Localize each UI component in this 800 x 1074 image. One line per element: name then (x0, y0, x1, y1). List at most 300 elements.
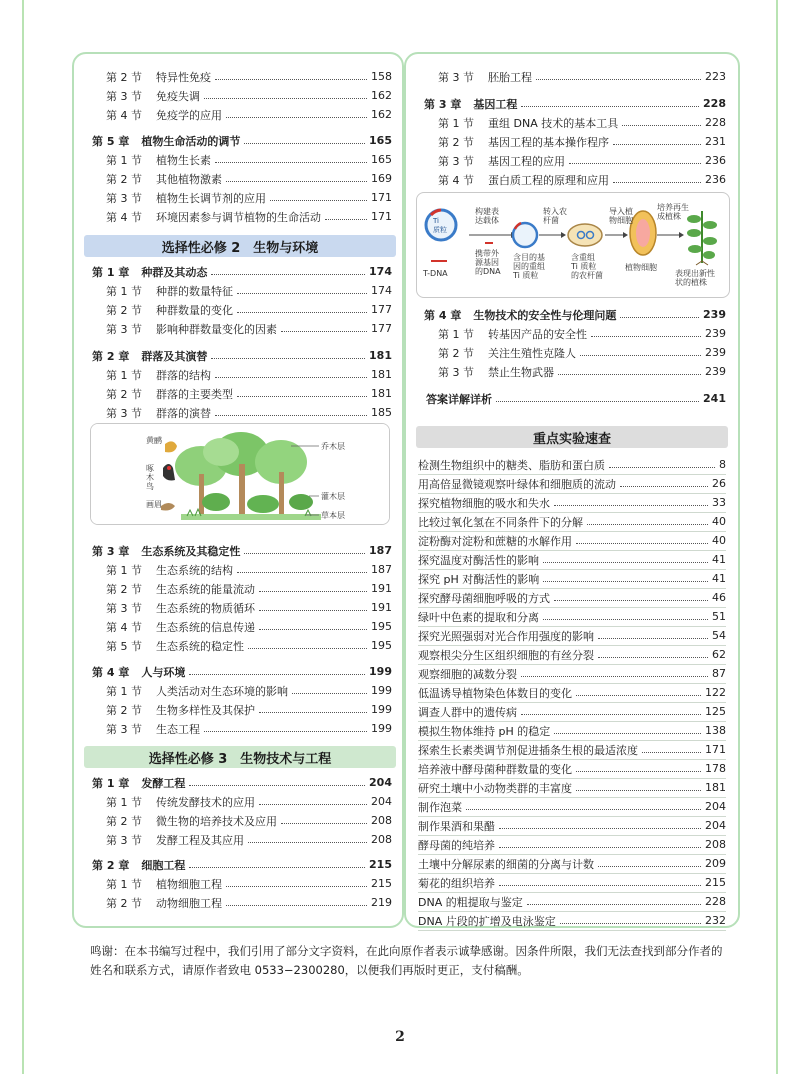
dot-leader (598, 866, 701, 867)
toc-page-number: 165 (371, 153, 392, 166)
dot-leader (215, 79, 367, 80)
experiment-entry[interactable] (418, 455, 726, 475)
experiment-entry[interactable] (418, 797, 726, 817)
toc-section-entry[interactable] (84, 700, 392, 719)
section-banner: 选择性必修 3 生物技术与工程 (84, 746, 396, 768)
toc-section-entry[interactable] (84, 105, 392, 124)
experiment-page-number: 41 (712, 572, 726, 585)
toc-number: 第 3 节 (106, 191, 142, 205)
dot-leader (576, 543, 708, 544)
dot-leader (204, 731, 367, 732)
toc-chapter-entry[interactable] (84, 346, 392, 365)
experiment-entry[interactable] (418, 816, 726, 836)
toc-title: 转基因产品的安全性 (488, 327, 587, 341)
toc-title: 基因工程的应用 (488, 154, 565, 168)
dot-leader (244, 553, 365, 554)
toc-chapter-entry[interactable] (416, 94, 726, 113)
toc-page-number: 191 (371, 601, 392, 614)
layer-label-herb: 草本层 (321, 511, 345, 520)
toc-title: 群落及其演替 (141, 349, 208, 363)
toc-page-number: 195 (371, 620, 392, 633)
toc-section-entry[interactable] (84, 719, 392, 738)
dot-leader (554, 600, 708, 601)
experiment-page-number: 8 (719, 458, 726, 471)
dot-leader (259, 629, 367, 630)
experiment-title: DNA 片段的扩增及电泳鉴定 (418, 914, 556, 928)
toc-page-number: 231 (705, 135, 726, 148)
toc-page-number: 174 (371, 284, 392, 297)
toc-number: 第 3 节 (438, 70, 474, 84)
toc-title: 免疫学的应用 (156, 108, 222, 122)
gene-engineering-figure (416, 192, 730, 298)
label-step4: 培养再生 成植株 (657, 203, 689, 221)
toc-section-entry[interactable] (416, 67, 726, 86)
toc-page-number: 215 (371, 877, 392, 890)
toc-section-entry[interactable] (84, 188, 392, 207)
toc-title: 传统发酵技术的应用 (156, 795, 255, 809)
left-toc-column (72, 52, 404, 928)
toc-number: 第 2 章 (92, 858, 130, 872)
experiment-page-number: 40 (712, 515, 726, 528)
toc-page-number: 236 (705, 154, 726, 167)
label-agrobacterium: 含重组 Ti 质粒 的农杆菌 (571, 253, 603, 280)
toc-number: 第 3 节 (106, 406, 142, 420)
experiment-title: 检测生物组织中的糖类、脂肪和蛋白质 (418, 458, 605, 472)
page-edge-rule-left (22, 0, 24, 1074)
toc-number: 第 1 节 (106, 368, 142, 382)
dot-leader (226, 886, 367, 887)
toc-chapter-entry[interactable] (84, 855, 392, 874)
toc-section-entry[interactable] (84, 169, 392, 188)
toc-section-entry[interactable] (84, 598, 392, 617)
dot-leader (558, 374, 701, 375)
dot-leader (613, 144, 701, 145)
dot-leader (527, 904, 701, 905)
toc-title: 细胞工程 (141, 858, 186, 872)
toc-page-number: 239 (705, 346, 726, 359)
dot-leader (591, 336, 701, 337)
toc-number: 第 3 节 (106, 89, 142, 103)
dot-leader (466, 809, 701, 810)
toc-number: 第 2 节 (106, 896, 142, 910)
toc-number: 第 4 节 (106, 210, 142, 224)
dot-leader (244, 143, 365, 144)
dot-leader (237, 396, 367, 397)
dot-leader (259, 804, 367, 805)
label-step2: 转入农 杆菌 (543, 207, 567, 225)
toc-page-number: 239 (703, 308, 726, 321)
toc-number: 第 1 节 (438, 116, 474, 130)
toc-number: 第 1 章 (92, 776, 130, 790)
experiment-page-number: 138 (705, 724, 726, 737)
toc-title: 人类活动对生态环境的影响 (156, 684, 288, 698)
label-step1: 构建表 达载体 (475, 207, 499, 225)
toc-section-entry[interactable] (84, 811, 392, 830)
toc-title: 基因工程 (473, 97, 518, 111)
experiment-title: 探究温度对酶活性的影响 (418, 553, 539, 567)
toc-number: 第 3 章 (424, 97, 462, 111)
toc-chapter-entry[interactable] (84, 131, 392, 150)
dot-leader (189, 674, 365, 675)
toc-page-number: 204 (369, 776, 392, 789)
toc-title: 重组 DNA 技术的基本工具 (488, 116, 619, 130)
dot-leader (270, 200, 367, 201)
toc-section-entry[interactable] (84, 365, 392, 384)
toc-number: 第 2 节 (106, 70, 142, 84)
dot-leader (292, 693, 367, 694)
experiment-entry[interactable] (418, 892, 726, 912)
dot-leader (622, 125, 701, 126)
dot-leader (613, 182, 701, 183)
experiment-entry[interactable] (418, 664, 726, 684)
toc-number: 第 1 节 (106, 795, 142, 809)
dot-leader (499, 847, 701, 848)
toc-section-entry[interactable] (84, 636, 392, 655)
toc-title: 人与环境 (141, 665, 186, 679)
dot-leader (226, 181, 367, 182)
dot-leader (521, 676, 708, 677)
toc-page-number: 165 (369, 134, 392, 147)
toc-number: 第 1 章 (92, 265, 130, 279)
toc-chapter-entry[interactable] (84, 773, 392, 792)
toc-number: 第 1 节 (438, 327, 474, 341)
experiment-entry[interactable] (418, 911, 726, 931)
dot-leader (543, 581, 708, 582)
toc-page-number: 181 (371, 368, 392, 381)
dot-leader (499, 885, 701, 886)
dot-leader (496, 401, 699, 402)
dot-leader (215, 162, 367, 163)
experiment-entry[interactable] (418, 740, 726, 760)
dot-leader (226, 905, 367, 906)
experiment-title: DNA 的粗提取与鉴定 (418, 895, 523, 909)
toc-page-number: 171 (371, 210, 392, 223)
toc-title: 生态系统的物质循环 (156, 601, 255, 615)
experiment-title: 酵母菌的纯培养 (418, 838, 495, 852)
forest-illustration (91, 424, 389, 524)
toc-section-entry[interactable] (84, 67, 392, 86)
toc-title: 蛋白质工程的原理和应用 (488, 173, 609, 187)
toc-title: 群落的结构 (156, 368, 211, 382)
toc-section-entry[interactable] (84, 792, 392, 811)
toc-title: 生态系统的信息传递 (156, 620, 255, 634)
experiment-title: 探究光照强弱对光合作用强度的影响 (418, 629, 594, 643)
toc-page-number: 177 (371, 322, 392, 335)
dot-leader (281, 331, 367, 332)
toc-page-number: 199 (371, 703, 392, 716)
toc-title: 生物多样性及其保护 (156, 703, 255, 717)
experiment-page-number: 87 (712, 667, 726, 680)
dot-leader (642, 752, 701, 753)
experiment-page-number: 209 (705, 857, 726, 870)
toc-page-number: 191 (371, 582, 392, 595)
toc-chapter-entry[interactable] (416, 305, 726, 324)
toc-number: 第 5 章 (92, 134, 130, 148)
toc-number: 第 4 节 (106, 108, 142, 122)
toc-page-number: 208 (371, 833, 392, 846)
toc-page-number: 241 (703, 392, 726, 405)
label-foreign-dna: 携带外 源基因 的DNA (475, 249, 501, 276)
experiment-entry[interactable] (418, 531, 726, 551)
toc-page-number: 181 (369, 349, 392, 362)
experiment-page-number: 122 (705, 686, 726, 699)
toc-section-entry[interactable] (84, 579, 392, 598)
toc-title: 群落的演替 (156, 406, 211, 420)
experiment-page-number: 125 (705, 705, 726, 718)
experiment-entry[interactable] (418, 626, 726, 646)
dot-leader (609, 467, 715, 468)
dot-leader (554, 733, 701, 734)
toc-number: 第 5 节 (106, 639, 142, 653)
toc-number: 第 3 节 (438, 154, 474, 168)
dot-leader (598, 638, 708, 639)
toc-title: 植物生长素 (156, 153, 211, 167)
experiment-title: 制作泡菜 (418, 800, 462, 814)
forest-stratification-figure (90, 423, 390, 525)
experiment-title: 用高倍显微镜观察叶绿体和细胞质的流动 (418, 477, 616, 491)
dot-leader (248, 648, 367, 649)
experiment-entry[interactable] (418, 588, 726, 608)
toc-section-entry[interactable] (416, 170, 726, 189)
toc-section-entry[interactable] (84, 893, 392, 912)
dot-leader (576, 790, 701, 791)
dot-leader (598, 657, 708, 658)
dot-leader (576, 695, 701, 696)
toc-number: 第 2 节 (106, 582, 142, 596)
toc-section-entry[interactable] (84, 384, 392, 403)
toc-title: 生态系统的结构 (156, 563, 233, 577)
toc-section-entry[interactable] (416, 343, 726, 362)
toc-page-number: 162 (371, 108, 392, 121)
dot-leader (569, 163, 701, 164)
toc-number: 第 3 节 (106, 722, 142, 736)
toc-page-number: 199 (371, 722, 392, 735)
dot-leader (543, 562, 708, 563)
toc-section-entry[interactable] (84, 681, 392, 700)
toc-title: 种群及其动态 (141, 265, 208, 279)
toc-page-number: 174 (369, 265, 392, 278)
dot-leader (211, 358, 365, 359)
experiment-entry[interactable] (418, 550, 726, 570)
toc-section-entry[interactable] (84, 560, 392, 579)
label-ti-plasmid: Ti 质粒 (433, 217, 447, 234)
toc-number: 第 3 节 (106, 322, 142, 336)
dot-leader (211, 274, 365, 275)
experiment-title: 探究植物细胞的吸水和失水 (418, 496, 550, 510)
experiment-page-number: 178 (705, 762, 726, 775)
experiment-page-number: 171 (705, 743, 726, 756)
label-step3: 导入植 物细胞 (609, 207, 633, 225)
toc-page-number: 187 (369, 544, 392, 557)
toc-section-entry[interactable] (84, 300, 392, 319)
label-recomb-plasmid: 含目的基 因的重组 Ti 质粒 (513, 253, 545, 280)
experiment-entry[interactable] (418, 683, 726, 703)
experiment-title: 调查人群中的遗传病 (418, 705, 517, 719)
right-toc-column (404, 52, 740, 928)
experiment-page-number: 46 (712, 591, 726, 604)
toc-number: 第 1 节 (106, 877, 142, 891)
toc-chapter-entry[interactable] (84, 541, 392, 560)
toc-title: 基因工程的基本操作程序 (488, 135, 609, 149)
toc-page-number: 239 (705, 365, 726, 378)
experiment-title: 制作果酒和果醋 (418, 819, 495, 833)
toc-section-entry[interactable] (84, 207, 392, 226)
toc-number: 第 2 节 (438, 135, 474, 149)
dot-leader (521, 106, 699, 107)
toc-title: 种群数量的变化 (156, 303, 233, 317)
experiment-entry[interactable] (418, 493, 726, 513)
dot-leader (499, 828, 701, 829)
toc-page-number: 204 (371, 795, 392, 808)
dot-leader (189, 867, 365, 868)
dot-leader (189, 785, 365, 786)
toc-section-entry[interactable] (416, 362, 726, 381)
toc-number: 第 1 节 (106, 284, 142, 298)
experiment-title: 绿叶中色素的提取和分离 (418, 610, 539, 624)
toc-number: 第 3 节 (106, 601, 142, 615)
toc-page-number: 223 (705, 70, 726, 83)
toc-number: 第 2 节 (106, 303, 142, 317)
toc-chapter-entry[interactable] (84, 662, 392, 681)
toc-section-entry[interactable] (84, 617, 392, 636)
experiment-page-number: 40 (712, 534, 726, 547)
toc-section-entry[interactable] (416, 324, 726, 343)
toc-number: 第 3 章 (92, 544, 130, 558)
experiment-entry[interactable] (418, 854, 726, 874)
toc-section-entry[interactable] (84, 86, 392, 105)
toc-page-number: 199 (369, 665, 392, 678)
toc-page-number: 177 (371, 303, 392, 316)
toc-number: 第 4 章 (92, 665, 130, 679)
experiment-page-number: 26 (712, 477, 726, 490)
toc-title: 生态系统的能量流动 (156, 582, 255, 596)
toc-section-entry[interactable] (84, 874, 392, 893)
section-banner: 选择性必修 2 生物与环境 (84, 235, 396, 257)
toc-page-number: 219 (371, 896, 392, 909)
experiment-entry[interactable] (418, 835, 726, 855)
toc-number: 第 4 节 (438, 173, 474, 187)
toc-page-number: 169 (371, 172, 392, 185)
experiment-title: 比较过氧化氢在不同条件下的分解 (418, 515, 583, 529)
experiment-entry[interactable] (418, 721, 726, 741)
layer-label-tree: 乔木层 (321, 442, 345, 451)
toc-section-entry[interactable] (84, 319, 392, 338)
dot-leader (554, 505, 708, 506)
toc-number: 第 3 节 (438, 365, 474, 379)
experiment-entry[interactable] (418, 702, 726, 722)
bird-label-oriole: 黄鹂 (146, 436, 162, 445)
toc-page-number: 162 (371, 89, 392, 102)
experiment-page-number: 228 (705, 895, 726, 908)
toc-section-entry[interactable] (84, 281, 392, 300)
experiment-entry[interactable] (418, 474, 726, 494)
toc-section-entry[interactable] (416, 132, 726, 151)
toc-number: 第 2 节 (106, 172, 142, 186)
toc-section-entry[interactable] (84, 830, 392, 849)
toc-number: 第 1 节 (106, 684, 142, 698)
experiment-page-number: 181 (705, 781, 726, 794)
dot-leader (560, 923, 701, 924)
toc-title: 免疫失调 (156, 89, 200, 103)
acknowledgement-text: 鸣谢：在本书编写过程中，我们引用了部分文字资料，在此向原作者表示诚挚感谢。因条件所限，我们无法查找到部分作者的姓名和联系方式，请原作者致电 0533−2300280，以便我们再版时更正，支付稿酬。 (90, 944, 723, 977)
toc-title: 生态工程 (156, 722, 200, 736)
dot-leader (237, 293, 367, 294)
dot-leader (325, 219, 367, 220)
page-edge-rule-right (776, 0, 778, 1074)
dot-leader (215, 415, 367, 416)
dot-leader (580, 355, 701, 356)
dot-leader (248, 842, 367, 843)
experiment-title: 观察细胞的减数分裂 (418, 667, 517, 681)
toc-number: 第 1 节 (106, 153, 142, 167)
toc-page-number: 208 (371, 814, 392, 827)
experiment-entry[interactable] (418, 569, 726, 589)
toc-title: 特异性免疫 (156, 70, 211, 84)
experiment-title: 探索生长素类调节剂促进插条生根的最适浓度 (418, 743, 638, 757)
toc-title: 动物细胞工程 (156, 896, 222, 910)
experiment-entry[interactable] (418, 607, 726, 627)
experiment-page-number: 62 (712, 648, 726, 661)
toc-title: 答案详解详析 (426, 392, 492, 406)
toc-section-entry[interactable] (416, 113, 726, 132)
toc-section-entry[interactable] (84, 150, 392, 169)
toc-chapter-entry[interactable] (84, 262, 392, 281)
experiment-entry[interactable] (418, 778, 726, 798)
toc-number: 第 4 节 (106, 620, 142, 634)
bird-label-woodpecker: 啄木鸟 (146, 464, 154, 491)
toc-page-number: 158 (371, 70, 392, 83)
experiment-entry[interactable] (418, 645, 726, 665)
experiment-page-number: 41 (712, 553, 726, 566)
toc-title: 禁止生物武器 (488, 365, 554, 379)
toc-page-number: 199 (371, 684, 392, 697)
toc-title: 微生物的培养技术及应用 (156, 814, 277, 828)
experiment-title: 菊花的组织培养 (418, 876, 495, 890)
toc-page-number: 185 (371, 406, 392, 419)
dot-leader (281, 823, 367, 824)
experiment-title: 观察根尖分生区组织细胞的有丝分裂 (418, 648, 594, 662)
dot-leader (237, 572, 367, 573)
bird-label-thrush: 画眉 (146, 500, 162, 509)
experiment-entry[interactable] (418, 512, 726, 532)
dot-leader (576, 771, 701, 772)
experiment-page-number: 51 (712, 610, 726, 623)
dot-leader (587, 524, 708, 525)
experiment-title: 土壤中分解尿素的细菌的分离与计数 (418, 857, 594, 871)
toc-title: 发酵工程 (141, 776, 186, 790)
toc-section-entry[interactable] (416, 151, 726, 170)
toc-page-number: 228 (703, 97, 726, 110)
experiment-title: 探究 pH 对酶活性的影响 (418, 572, 540, 586)
experiment-page-number: 215 (705, 876, 726, 889)
toc-entry[interactable] (416, 389, 726, 408)
dot-leader (521, 714, 701, 715)
toc-section-entry[interactable] (84, 403, 392, 422)
dot-leader (204, 98, 367, 99)
toc-page-number: 187 (371, 563, 392, 576)
dot-leader (543, 619, 708, 620)
experiment-page-number: 204 (705, 800, 726, 813)
toc-title: 植物生命活动的调节 (141, 134, 241, 148)
toc-number: 第 3 节 (106, 833, 142, 847)
toc-number: 第 2 章 (92, 349, 130, 363)
experiment-entry[interactable] (418, 759, 726, 779)
experiment-entry[interactable] (418, 873, 726, 893)
toc-title: 环境因素参与调节植物的生命活动 (156, 210, 321, 224)
label-tdna: T-DNA (423, 269, 448, 278)
toc-number: 第 2 节 (438, 346, 474, 360)
dot-leader (620, 486, 708, 487)
